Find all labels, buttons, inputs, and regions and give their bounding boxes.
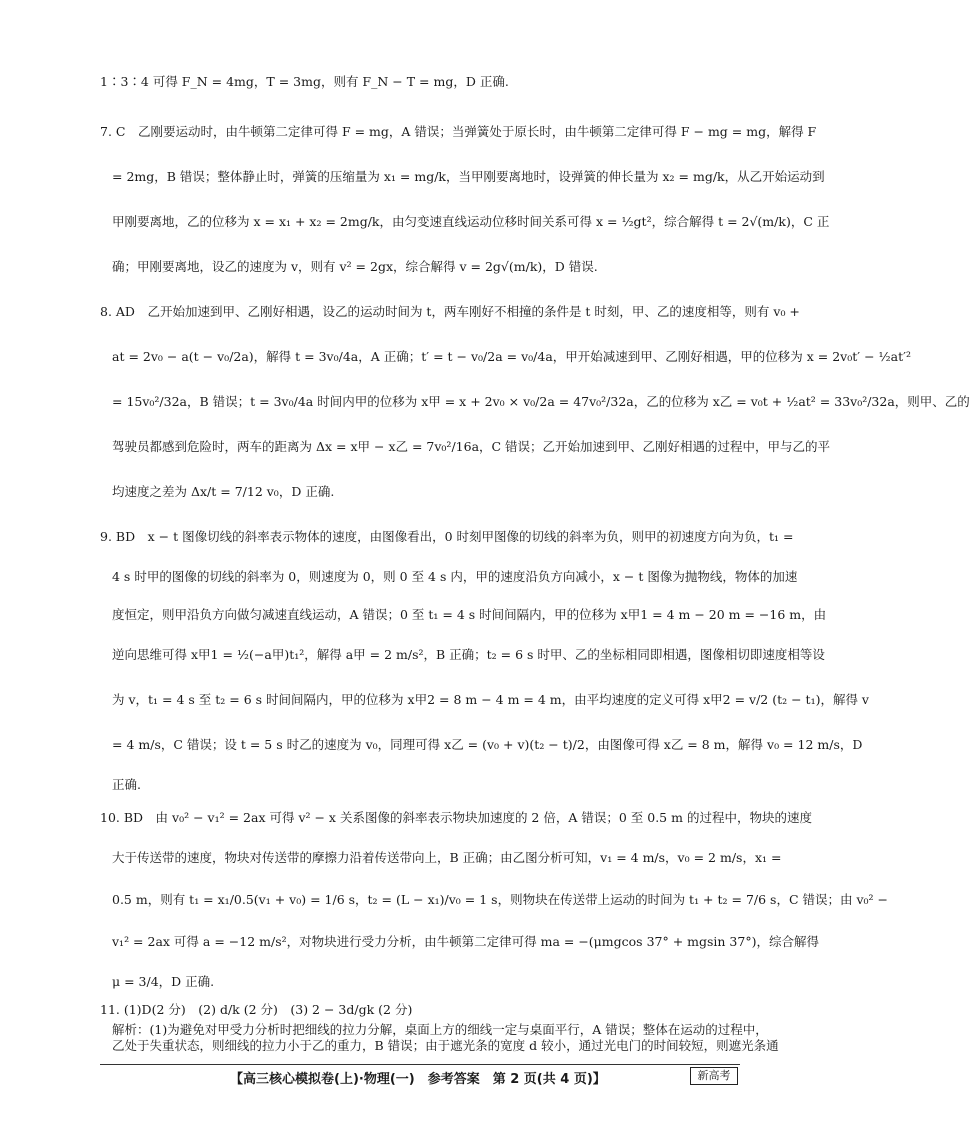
text-line: at = 2v₀ − a(t − v₀/2a)，解得 t = 3v₀/4a，A 正确；t′ = t − v₀/2a = v₀/4a，甲开始减速到甲、乙刚好相遇，甲的位移为 x = 2v₀t′ − ½at′² bbox=[112, 349, 911, 364]
text-line: 11. (1)D(2 分) (2) d/k (2 分) (3) 2 − 3d/gk (2 分) bbox=[100, 1002, 413, 1017]
text-line: 逆向思维可得 x甲1 = ½(−a甲)t₁²，解得 a甲 = 2 m/s²，B 正确；t₂ = 6 s 时甲、乙的坐标相同即相遇，图像相切即速度相等设 bbox=[112, 647, 825, 662]
text-line: = 15v₀²/32a，B 错误；t = 3v₀/4a 时间内甲的位移为 x甲 = x + 2v₀ × v₀/2a = 47v₀²/32a，乙的位移为 x乙 = v₀t + ½at² = 33v₀²/32a，则甲、乙的 bbox=[112, 394, 970, 409]
text-line: 甲刚要离地，乙的位移为 x = x₁ + x₂ = 2mg/k，由匀变速直线运动位移时间关系可得 x = ½gt²，综合解得 t = 2√(m/k)，C 正 bbox=[112, 214, 830, 229]
text-line: 驾驶员都感到危险时，两车的距离为 Δx = x甲 − x乙 = 7v₀²/16a，C 错误；乙开始加速到甲、乙刚好相遇的过程中，甲与乙的平 bbox=[112, 439, 831, 454]
text-line: = 4 m/s，C 错误；设 t = 5 s 时乙的速度为 v₀，同理可得 x乙 = (v₀ + v)(t₂ − t)/2，由图像可得 x乙 = 8 m，解得 v₀ = 12 m/s，D bbox=[112, 737, 863, 752]
text-line: 均速度之差为 Δx/t = 7/12 v₀，D 正确. bbox=[112, 484, 335, 499]
text-line: 9. BD x − t 图像切线的斜率表示物体的速度，由图像看出，0 时刻甲图像的切线的斜率为负，则甲的初速度方向为负，t₁ = bbox=[100, 529, 794, 544]
footer-badge: 新高考 bbox=[690, 1067, 738, 1085]
text-line: 为 v，t₁ = 4 s 至 t₂ = 6 s 时间间隔内，甲的位移为 x甲2 = 8 m − 4 m = 4 m，由平均速度的定义可得 x甲2 = v/2 (t₂ − t₁)，解得 v bbox=[112, 692, 869, 707]
text-line: = 2mg，B 错误；整体静止时，弹簧的压缩量为 x₁ = mg/k，当甲刚要离地时，设弹簧的伸长量为 x₂ = mg/k，从乙开始运动到 bbox=[112, 169, 825, 184]
text-line: 度恒定，则甲沿负方向做匀减速直线运动，A 错误；0 至 t₁ = 4 s 时间间隔内，甲的位移为 x甲1 = 4 m − 20 m = −16 m，由 bbox=[112, 607, 827, 622]
text-line: 0.5 m，则有 t₁ = x₁/0.5(v₁ + v₀) = 1/6 s，t₂ = (L − x₁)/v₀ = 1 s，则物块在传送带上运动的时间为 t₁ + t₂ = 7/6 s，C 错误；由 v₀² − bbox=[112, 892, 888, 907]
text-line: 8. AD 乙开始加速到甲、乙刚好相遇，设乙的运动时间为 t，两车刚好不相撞的条件是 t 时刻，甲、乙的速度相等，则有 v₀ + bbox=[100, 304, 800, 319]
text-line: v₁² = 2ax 可得 a = −12 m/s²，对物块进行受力分析，由牛顿第二定律可得 ma = −(μmgcos 37° + mgsin 37°)，综合解得 bbox=[112, 934, 819, 949]
text-line: 解析：(1)为避免对甲受力分析时把细线的拉力分解，桌面上方的细线一定与桌面平行，A 错误；整体在运动的过程中， bbox=[112, 1022, 768, 1037]
footer-divider bbox=[100, 1064, 740, 1065]
text-line: 4 s 时甲的图像的切线的斜率为 0，则速度为 0，则 0 至 4 s 内，甲的速度沿负方向减小，x − t 图像为抛物线，物体的加速 bbox=[112, 569, 798, 584]
text-line: 乙处于失重状态，则细线的拉力小于乙的重力，B 错误；由于遮光条的宽度 d 较小，通过光电门的时间较短，则遮光条通 bbox=[112, 1038, 779, 1053]
text-line: 7. C 乙刚要运动时，由牛顿第二定律可得 F = mg，A 错误；当弹簧处于原长时，由牛顿第二定律可得 F − mg = mg，解得 F bbox=[100, 124, 817, 139]
footer-title: 【高三核心模拟卷(上)·物理(一) 参考答案 第 2 页(共 4 页)】 bbox=[230, 1072, 606, 1087]
text-line: μ = 3/4，D 正确. bbox=[112, 974, 215, 989]
text-line: 正确. bbox=[112, 777, 141, 792]
page-footer bbox=[0, 1064, 800, 1088]
text-line: 1∶3∶4 可得 F_N = 4mg，T = 3mg，则有 F_N − T = mg，D 正确. bbox=[100, 74, 509, 89]
text-line: 确；甲刚要离地，设乙的速度为 v，则有 v² = 2gx，综合解得 v = 2g√(m/k)，D 错误. bbox=[112, 259, 598, 274]
text-line: 10. BD 由 v₀² − v₁² = 2ax 可得 v² − x 关系图像的斜率表示物块加速度的 2 倍，A 错误；0 至 0.5 m 的过程中，物块的速度 bbox=[100, 810, 812, 825]
text-line: 大于传送带的速度，物块对传送带的摩擦力沿着传送带向上，B 正确；由乙图分析可知，v₁ = 4 m/s，v₀ = 2 m/s，x₁ = bbox=[112, 850, 782, 865]
